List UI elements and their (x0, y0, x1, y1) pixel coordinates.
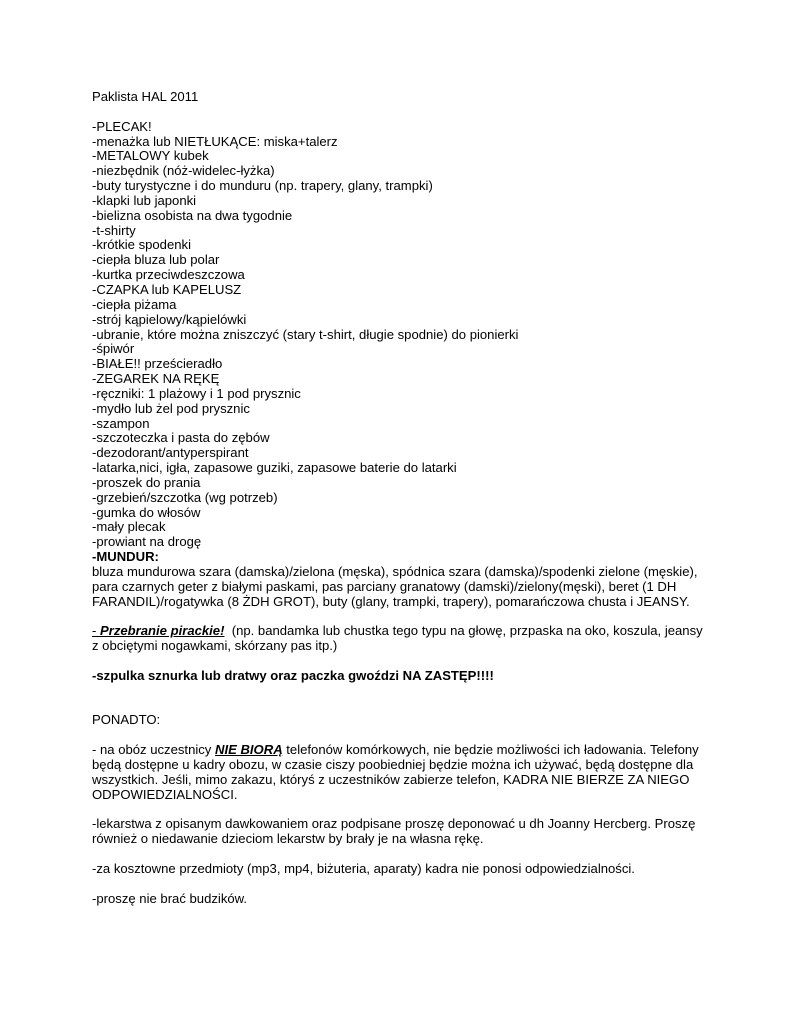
list-item: -szczoteczka i pasta do zębów (92, 430, 270, 446)
list-item: -klapki lub japonki (92, 192, 197, 208)
list-item: -mały plecak (92, 519, 166, 535)
packing-list (92, 120, 732, 550)
mundur-line: FARANDIL)/rogatywka (8 ŻDH GROT), buty (glany, trampki, trapery), pomarańczowa chusta i JEANSY. (92, 593, 690, 609)
list-item: -gumka do włosów (92, 504, 201, 520)
telefony-line: będą dostępne u kadry obozu, w czasie ciszy poobiedniej będzie można ich używać, będą dostępne dla (92, 756, 694, 772)
lekarstwa-paragraph (92, 817, 732, 847)
przebranie-label: Przebranie pirackie! (100, 623, 225, 639)
list-item: -ciepła bluza lub polar (92, 252, 220, 268)
lekarstwa-line: również o niedawanie dzieciom lekarstw by brały je na własna rękę. (92, 831, 484, 847)
telefony-text-rest: telefonów komórkowych, nie będzie możliwości ich ładowania. Telefony (282, 742, 699, 758)
lekarstwa-line: -lekarstwa z opisanym dawkowaniem oraz podpisane proszę deponować u dh Joanny Hercberg. Proszę (92, 816, 696, 832)
kosztowne-note: -za kosztowne przedmioty (mp3, mp4, biżuteria, aparaty) kadra nie ponosi odpowiedzialności. (92, 860, 635, 876)
list-item: -mydło lub żel pod prysznic (92, 400, 250, 416)
mundur-line: para czarnych geter z białymi paskami, pas parciany granatowy (damski)/zielony(męski), beret (1 DH (92, 578, 677, 594)
mundur-heading: -MUNDUR: (92, 549, 159, 565)
list-item: -prowiant na drogę (92, 534, 202, 550)
list-item: -strój kąpielowy/kąpielówki (92, 311, 247, 327)
list-item: -bielizna osobista na dwa tygodnie (92, 207, 293, 223)
list-item: -krótkie spodenki (92, 237, 191, 253)
telefony-line: wszystkich. Jeśli, mimo zakazu, któryś z uczestników zabierze telefon, KADRA NIE BIERZE ZA NIEGO (92, 771, 690, 787)
przebranie-paragraph (92, 624, 732, 654)
list-item: -BIAŁE!! prześcieradło (92, 356, 223, 372)
telefony-text-start: - na obóz uczestnicy (92, 742, 215, 758)
mundur-line: bluza mundurowa szara (damska)/zielona (męska), spódnica szara (damska)/spodenki zielone (męskie), (92, 564, 698, 579)
document-title: Paklista HAL 2011 (92, 89, 199, 104)
mundur-description (92, 565, 732, 610)
telefony-paragraph (92, 743, 732, 802)
document-page (92, 90, 732, 906)
list-item: -METALOWY kubek (92, 148, 209, 164)
list-item: -ZEGAREK NA RĘKĘ (92, 371, 220, 387)
nie-biora-emphasis: NIE BIORĄ (215, 742, 283, 758)
list-item: -szampon (92, 415, 150, 431)
list-item: -ciepła piżama (92, 296, 177, 312)
list-item: -CZAPKA lub KAPELUSZ (92, 281, 242, 297)
budziki-note: -proszę nie brać budzików. (92, 890, 248, 906)
list-item: -menażka lub NIETŁUKĄCE: miska+talerz (92, 133, 338, 149)
list-item: -kurtka przeciwdeszczowa (92, 267, 245, 283)
list-item: -t-shirty (92, 222, 136, 238)
list-item: -dezodorant/antyperspirant (92, 445, 249, 461)
przebranie-text: (np. bandamka lub chustka tego typu na głowę, przpaska na oko, koszula, jeansy (224, 623, 703, 639)
ponadto-heading: PONADTO: (92, 712, 161, 728)
list-item: -buty turystyczne i do munduru (np. trapery, glany, trampki) (92, 178, 433, 194)
list-item: -grzebień/szczotka (wg potrzeb) (92, 489, 278, 505)
list-item: -ręczniki: 1 plażowy i 1 pod prysznic (92, 385, 301, 401)
list-item: -śpiwór (92, 341, 135, 357)
list-item: -ubranie, które można zniszczyć (stary t-shirt, długie spodnie) do pionierki (92, 326, 519, 342)
list-item: -latarka,nici, igła, zapasowe guziki, zapasowe baterie do latarki (92, 460, 457, 476)
przebranie-prefix: - (92, 623, 100, 639)
szpulka-note: -szpulka sznurka lub dratwy oraz paczka gwoździ NA ZASTĘP!!!! (92, 667, 494, 683)
list-item: -PLECAK! (92, 118, 152, 134)
list-item: -niezbędnik (nóż-widelec-łyżka) (92, 163, 275, 179)
list-item: -proszek do prania (92, 474, 201, 490)
przebranie-text-line2: z obciętymi nogawkami, skórzany pas itp.) (92, 638, 338, 654)
telefony-line: ODPOWIEDZIALNOŚCI. (92, 786, 238, 802)
